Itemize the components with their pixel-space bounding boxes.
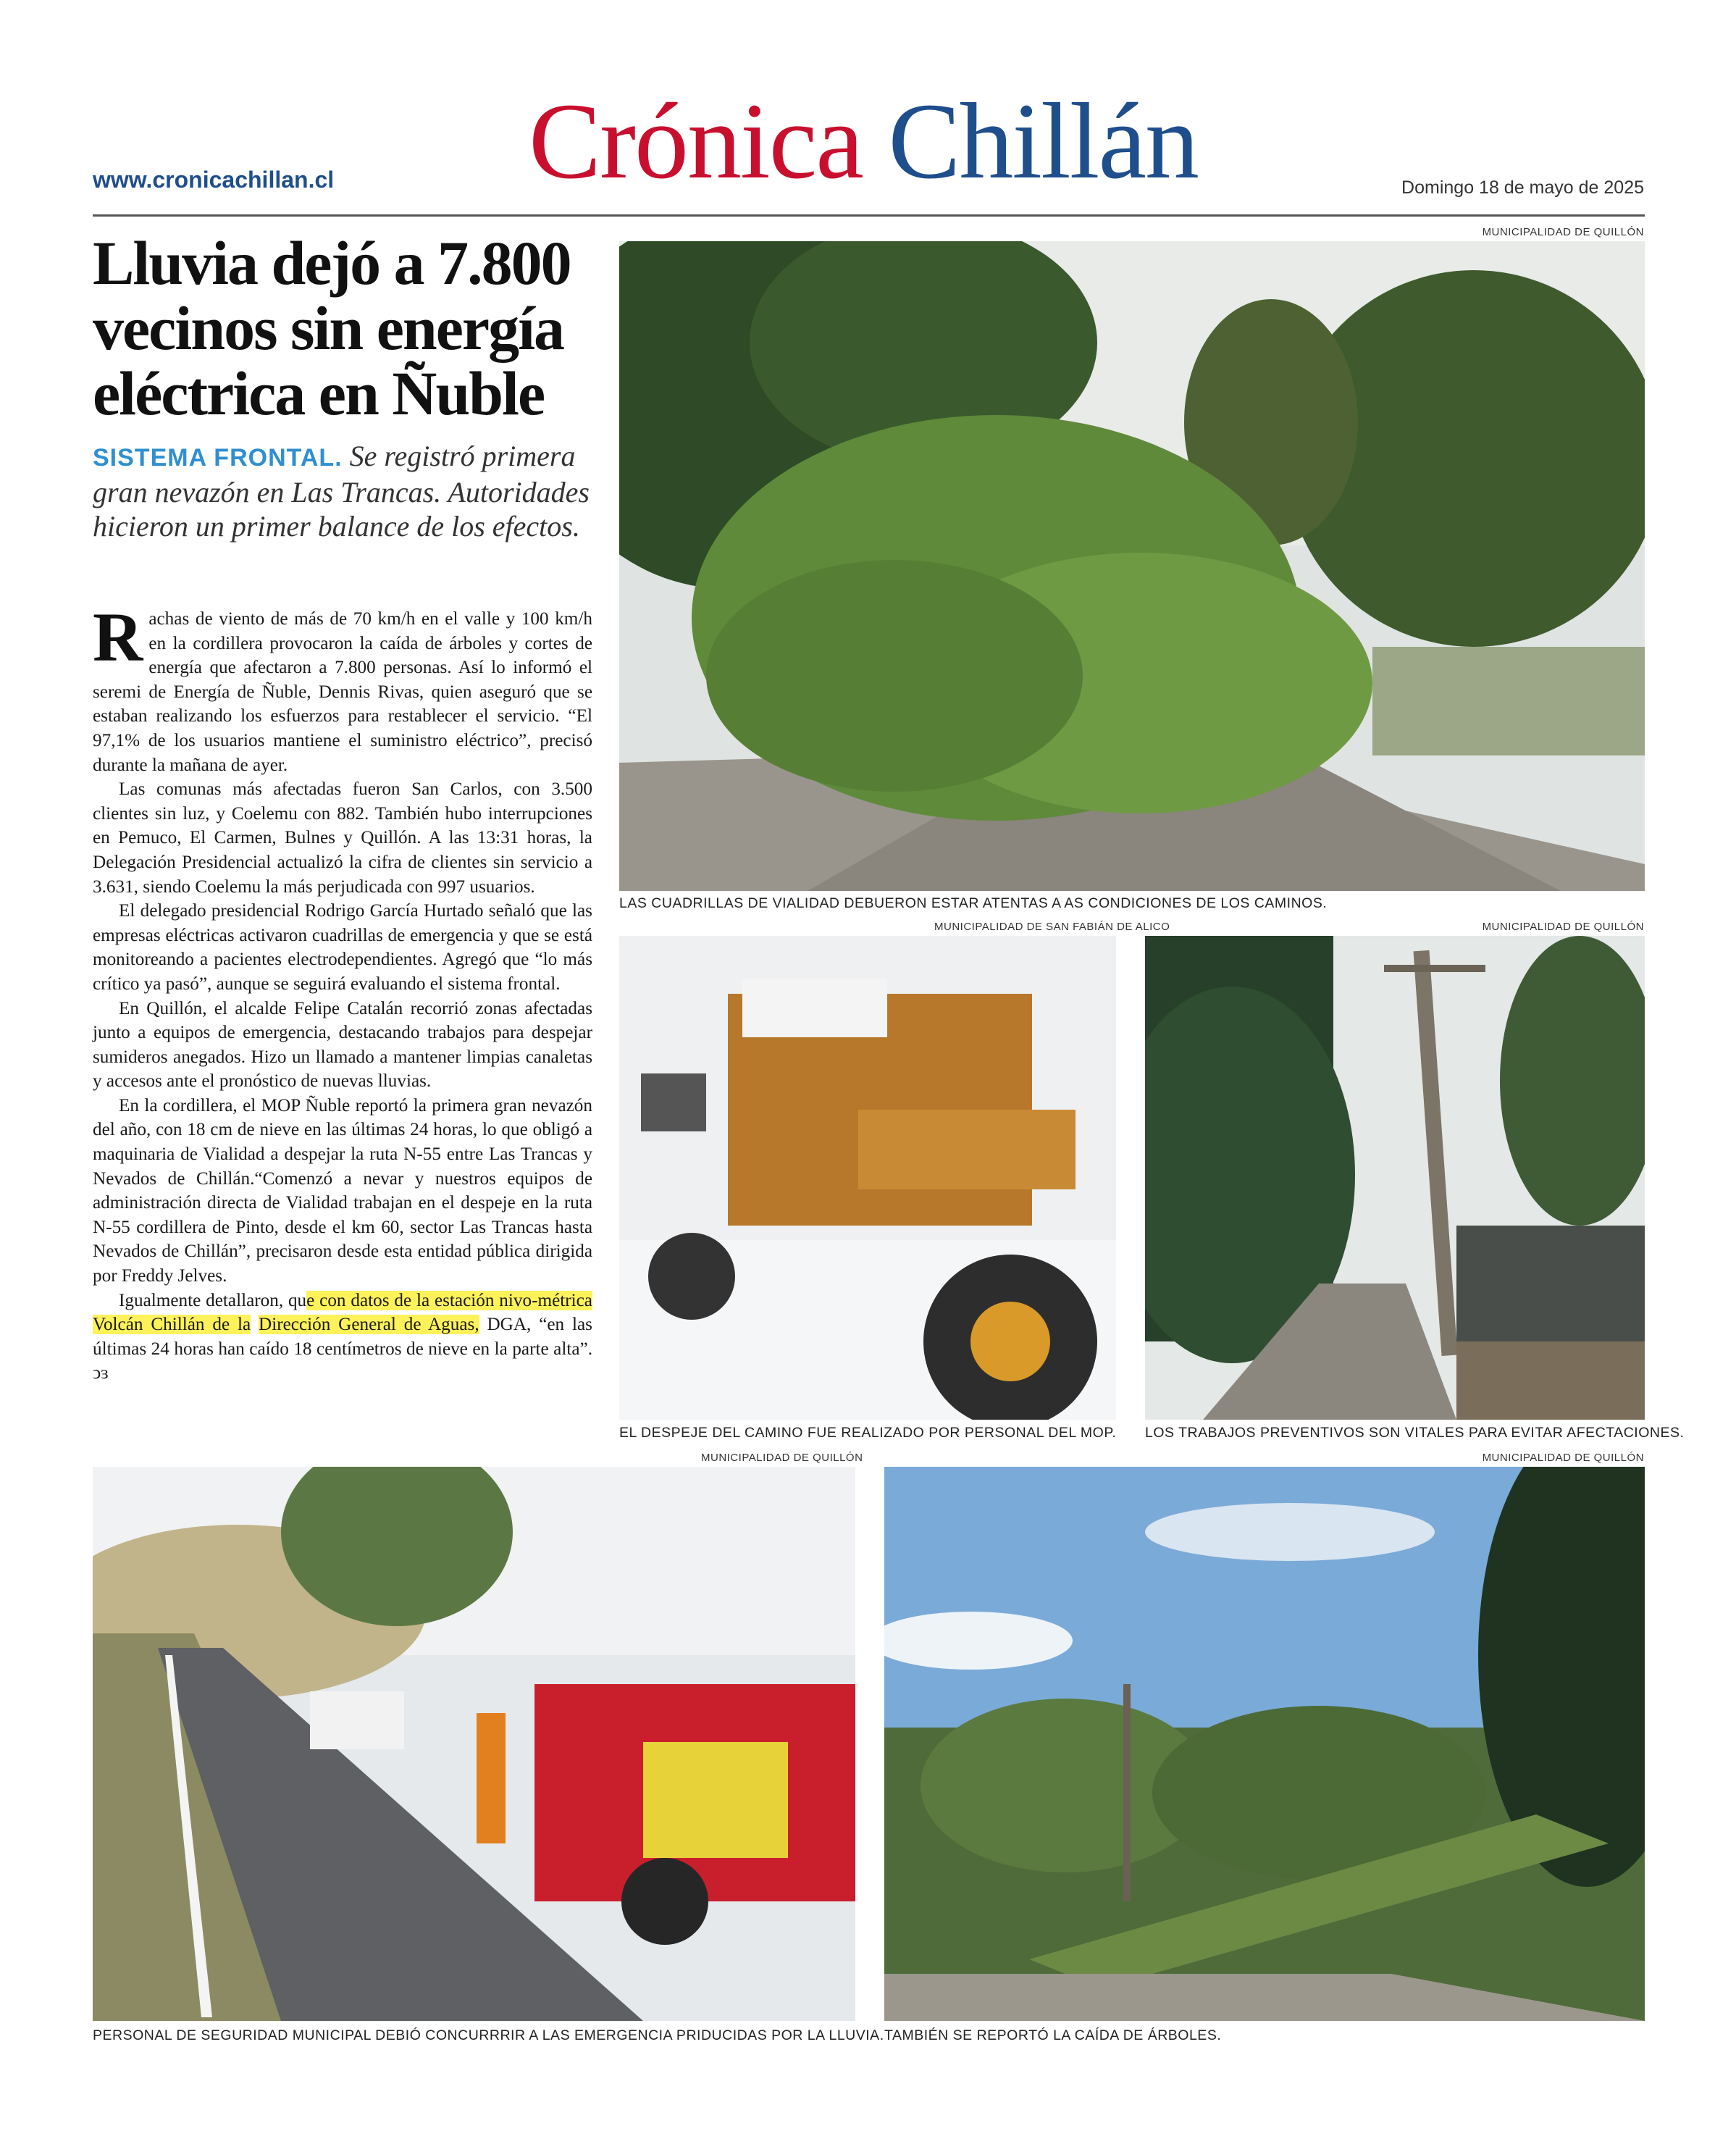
photo-credit: MUNICIPALIDAD DE QUILLÓN — [1482, 226, 1644, 238]
paragraph: El delegado presidencial Rodrigo García Hurtado señaló que las empresas eléctricas activaron cuadrillas de emergencia y que se está monitoreando a pacientes electrodependientes. Agregó que “lo más crítico ya pasó”, aunque se seguirá evaluando el sistema frontal. — [93, 901, 592, 994]
photo-credit: MUNICIPALIDAD DE QUILLÓN — [1482, 921, 1644, 933]
article-headline — [93, 230, 614, 426]
headline-line: eléctrica en Ñuble — [93, 359, 545, 428]
photo-utility-pole — [1145, 936, 1645, 1420]
photo-caption: TAMBIÉN SE REPORTÓ LA CAÍDA DE ÁRBOLES. — [884, 2027, 1222, 2043]
highlighted-text: e con datos de la estación nivo-métrica Volcán Chillán de la — [93, 1290, 592, 1335]
end-mark: ↄɜ — [93, 1363, 109, 1383]
photo-fallen-tree — [619, 241, 1645, 891]
paragraph-text — [251, 1315, 259, 1334]
photo-credit: MUNICIPALIDAD DE SAN FABIÁN DE ALICO — [934, 921, 1170, 933]
drop-cap: R — [93, 598, 143, 676]
photo-credit: MUNICIPALIDAD DE QUILLÓN — [1482, 1452, 1644, 1464]
paragraph: Las comunas más afectadas fueron San Carlos, con 3.500 clientes sin luz, y Coelemu con 882. También hubo interrupciones en Pemuco, El Carmen, Bulnes y Quillón. A las 13:31 horas, la Delegación Presidencial actualizó la cifra de clientes sin servicio a 3.631, siendo Coelemu la más perjudicada con 997 usuarios. — [93, 779, 592, 897]
article-body — [93, 598, 592, 1386]
photo-caption: PERSONAL DE SEGURIDAD MUNICIPAL DEBIÓ CONCURRRIR A LAS EMERGENCIA PRIDUCIDAS POR LA LLUVIA. — [93, 2027, 884, 2043]
site-url[interactable]: www.cronicachillan.cl — [93, 167, 335, 193]
paragraph — [93, 1289, 592, 1386]
paragraph-text: DGA, “en las últimas 24 horas han caído 18 centímetros de nieve en la parte alta”. — [93, 1315, 592, 1359]
paragraph-text: Igualmente detallaron, qu — [119, 1290, 307, 1310]
deck-text: Se registró primera gran nevazón en Las Trancas. Autoridades hicieron un primer balance de los efectos. — [93, 440, 590, 543]
photo-caption: LOS TRABAJOS PREVENTIVOS SON VITALES PARA EVITAR AFECTACIONES. — [1145, 1425, 1685, 1441]
photo-caption: EL DESPEJE DEL CAMINO FUE REALIZADO POR PERSONAL DEL MOP. — [619, 1425, 1117, 1441]
masthead-part2: Chillán — [888, 81, 1198, 201]
paragraph: En la cordillera, el MOP Ñuble reportó la primera gran nevazón del año, con 18 cm de nieve en las últimas 24 horas, lo que obligó a maquinaria de Vialidad a despejar la ruta N-55 entre Las Trancas y Nevados de Chillán.“Comenzó a nevar y nuestros equipos de administración directa de Vialidad trabajan en el despeje en la ruta N-55 cordillera de Pinto, desde el km 60, sector Las Trancas hasta Nevados de Chillán”, precisaron desde esta entidad pública dirigida por Freddy Jelves. — [93, 1095, 592, 1286]
paragraph: En Quillón, el alcalde Felipe Catalán recorrió zonas afectadas junto a equipos de emergencia, destacando trabajos para despejar sumideros anegados. Hizo un llamado a mantener limpias canaletas y accesos ante el pronóstico de nuevas lluvias. — [93, 998, 592, 1092]
paragraph — [93, 598, 592, 777]
masthead-part1: Crónica — [529, 81, 863, 201]
headline-line: Lluvia dejó a 7.800 — [93, 228, 571, 298]
headline-line: vecinos sin energía — [93, 293, 563, 363]
photo-security-vehicle — [93, 1467, 855, 2021]
photo-caption: LAS CUADRILLAS DE VIALIDAD DEBUERON ESTAR ATENTAS A AS CONDICIONES DE LOS CAMINOS. — [619, 895, 1328, 911]
paragraph-text: achas de viento de más de 70 km/h en el valle y 100 km/h en la cordillera provocaron la caída de árboles y cortes de energía que afectaron a 7.800 personas. Así lo informó el seremi de Energía de Ñuble, Dennis Rivas, quien aseguró que se estaban realizando los esfuerzos para restablecer el servicio. “El 97,1% de los usuarios mantiene el suministro eléctrico”, precisó durante la mañana de ayer. — [93, 609, 592, 775]
photo-snow-grader — [619, 936, 1116, 1420]
header-divider — [93, 214, 1645, 217]
highlighted-text: Dirección General de Aguas, — [259, 1315, 479, 1335]
masthead-logo — [529, 81, 1198, 201]
issue-date: Domingo 18 de mayo de 2025 — [1401, 177, 1644, 198]
photo-fallen-trees — [884, 1467, 1645, 2021]
deck-kicker: SISTEMA FRONTAL. — [93, 444, 343, 472]
photo-credit: MUNICIPALIDAD DE QUILLÓN — [701, 1452, 863, 1464]
article-deck — [93, 439, 600, 543]
